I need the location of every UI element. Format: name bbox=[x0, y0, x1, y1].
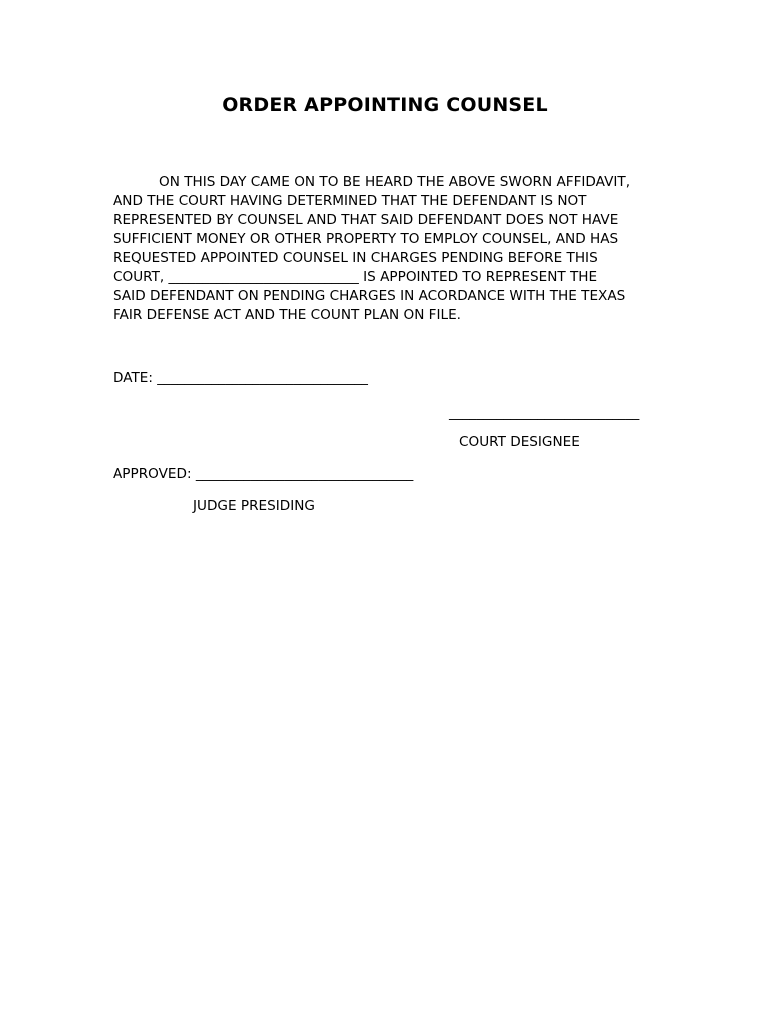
body-line-3: REPRESENTED BY COUNSEL AND THAT SAID DEFENDANT DOES NOT HAVE bbox=[113, 212, 619, 228]
approved-signature-line: APPROVED: ________________________________ bbox=[113, 466, 414, 482]
body-line-8: FAIR DEFENSE ACT AND THE COUNT PLAN ON FILE. bbox=[113, 307, 461, 323]
body-line-1: ON THIS DAY CAME ON TO BE HEARD THE ABOVE SWORN AFFIDAVIT, bbox=[159, 174, 631, 190]
date-field-line: DATE: _______________________________ bbox=[113, 370, 368, 386]
judge-presiding-label: JUDGE PRESIDING bbox=[193, 498, 315, 514]
body-line-4: SUFFICIENT MONEY OR OTHER PROPERTY TO EMPLOY COUNSEL, AND HAS bbox=[113, 231, 619, 247]
body-line-5: REQUESTED APPOINTED COUNSEL IN CHARGES PENDING BEFORE THIS bbox=[113, 250, 598, 266]
court-designee-signature-line: ____________________________ bbox=[449, 405, 640, 421]
body-line-6: COURT, ____________________________ IS APPOINTED TO REPRESENT THE bbox=[113, 269, 598, 285]
body-line-2: AND THE COURT HAVING DETERMINED THAT THE DEFENDANT IS NOT bbox=[113, 193, 587, 209]
body-line-7: SAID DEFENDANT ON PENDING CHARGES IN ACORDANCE WITH THE TEXAS bbox=[113, 288, 626, 304]
document-title: ORDER APPOINTING COUNSEL bbox=[222, 94, 548, 116]
court-designee-label: COURT DESIGNEE bbox=[459, 434, 580, 450]
